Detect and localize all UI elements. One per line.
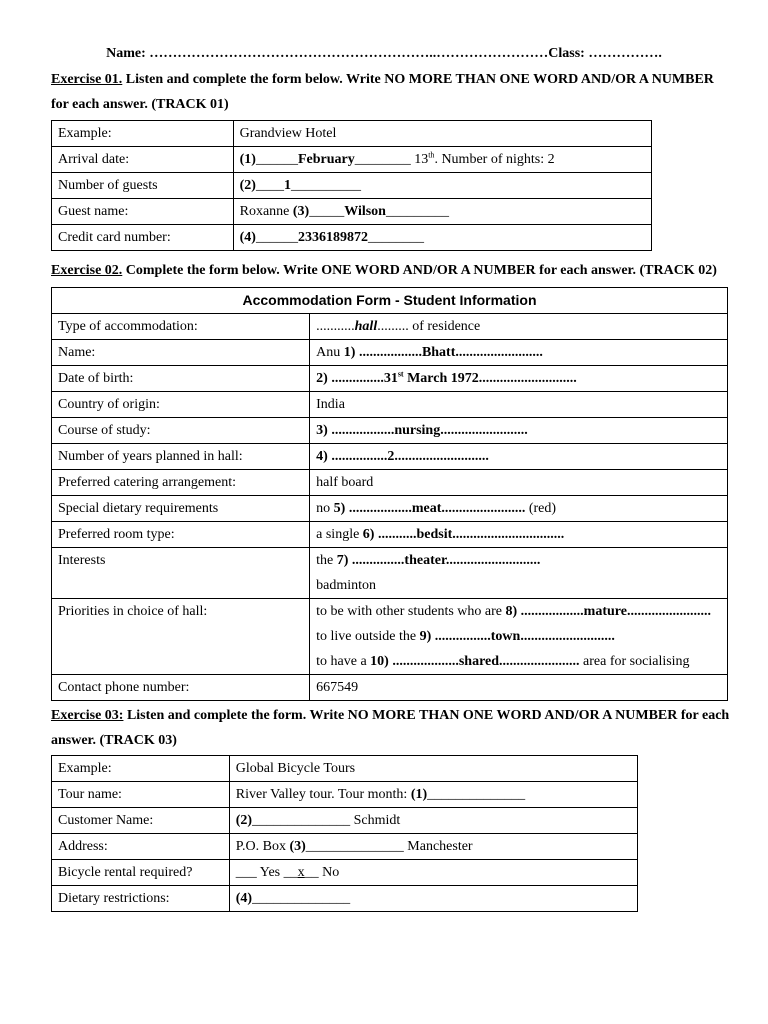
question-number: 4) <box>316 449 332 464</box>
row-lead: to be with other students who are <box>316 604 506 619</box>
row-lead: P.O. Box <box>235 839 290 854</box>
exercise-02-heading <box>51 258 751 283</box>
answer-blank: ______ <box>255 230 298 245</box>
answer-dots: ........................ <box>626 604 711 619</box>
row-label: Priorities in choice of hall: <box>52 599 310 675</box>
exercise-01-instruction: Listen and complete the form below. Write NO MORE THAN ONE WORD AND/OR A NUMBER for each answer. (TRACK 01) <box>51 72 714 112</box>
answer-cell <box>233 173 651 199</box>
yes-option: ___ Yes <box>235 865 284 880</box>
row-label: Example: <box>52 121 234 147</box>
exercise-02-instruction: Complete the form below. Write ONE WORD AND/OR A NUMBER for each answer. (TRACK 02) <box>122 263 717 278</box>
question-number: (2) <box>239 178 256 193</box>
question-number: 2) <box>316 371 332 386</box>
table-row <box>52 366 728 392</box>
row-label: Tour name: <box>52 782 230 808</box>
answer-cell <box>310 496 728 522</box>
table-row <box>52 173 652 199</box>
table-row <box>52 808 638 834</box>
ordinal-suffix: th <box>428 150 435 160</box>
answer-dots: ........................ <box>441 501 526 516</box>
answer-dots: ................ <box>434 629 491 644</box>
question-number: 3) <box>316 423 332 438</box>
answer-cell <box>233 147 651 173</box>
answer-dots: ........... <box>316 319 355 334</box>
answer-cell <box>310 599 728 675</box>
answer-dots: ....................... <box>499 654 580 669</box>
table-row <box>52 444 728 470</box>
answer-dots: .................. <box>348 501 412 516</box>
row-label: Date of birth: <box>52 366 310 392</box>
answer-text: shared <box>458 654 500 669</box>
answer-dots: ........................... <box>394 449 489 464</box>
answer-blank: ______________ Manchester <box>305 839 473 854</box>
answer-text: 1 <box>283 178 291 193</box>
answer-blank: ____ <box>255 178 284 193</box>
table-row <box>52 496 728 522</box>
exercise-03-heading <box>51 703 731 753</box>
table-title-row <box>52 288 728 314</box>
question-number: (3) <box>289 839 306 854</box>
answer-text: 2 <box>387 449 395 464</box>
answer-dots: ........................... <box>520 629 615 644</box>
row-label: Country of origin: <box>52 392 310 418</box>
row-tail: . Number of nights: 2 <box>434 152 555 167</box>
row-label: Credit card number: <box>52 225 234 251</box>
answer-cell <box>310 548 728 599</box>
answer-cell <box>229 808 637 834</box>
answer-blank: ______ <box>255 152 298 167</box>
exercise-03-form-table <box>51 755 638 912</box>
answer-text: mature <box>583 604 627 619</box>
row-label: Example: <box>52 756 230 782</box>
row-value: India <box>310 392 728 418</box>
answer-cell <box>233 225 651 251</box>
table-row <box>52 121 652 147</box>
question-number: (1) <box>410 787 428 802</box>
selected-mark: x <box>297 865 305 880</box>
answer-cell <box>229 860 637 886</box>
table-row <box>52 548 728 599</box>
answer-dots: ................ <box>331 449 388 464</box>
answer-text: theater <box>404 553 446 568</box>
row-label: Dietary restrictions: <box>52 886 230 912</box>
row-value: Grandview Hotel <box>233 121 651 147</box>
row-label: Special dietary requirements <box>52 496 310 522</box>
answer-dots: ................... <box>392 654 459 669</box>
answer-blank: ________ <box>367 230 424 245</box>
answer-cell <box>229 886 637 912</box>
answer-text: meat <box>411 501 442 516</box>
row-value: half board <box>310 470 728 496</box>
row-value: Global Bicycle Tours <box>229 756 637 782</box>
exercise-03-label: Exercise 03: <box>51 708 124 723</box>
table-row <box>52 199 652 225</box>
row-label: Number of years planned in hall: <box>52 444 310 470</box>
answer-blank: __________ <box>290 178 361 193</box>
answer-cell <box>310 444 728 470</box>
table-row <box>52 599 728 675</box>
row-label: Interests <box>52 548 310 599</box>
row-label: Name: <box>52 340 310 366</box>
answer-text: Bhatt <box>421 345 456 360</box>
answer-cell <box>310 522 728 548</box>
row-label: Guest name: <box>52 199 234 225</box>
table-row <box>52 860 638 886</box>
question-number: (4) <box>235 891 253 906</box>
answer-text: bedsit <box>416 527 453 542</box>
answer-cell <box>310 366 728 392</box>
row-lead: the <box>316 553 337 568</box>
question-number: (4) <box>239 230 256 245</box>
answer-blank: ______________ Schmidt <box>252 813 401 828</box>
row-label: Number of guests <box>52 173 234 199</box>
table-row <box>52 314 728 340</box>
row-label: Customer Name: <box>52 808 230 834</box>
form-title: Accommodation Form - Student Information <box>52 288 728 314</box>
table-row <box>52 782 638 808</box>
answer-text: nursing <box>394 423 441 438</box>
answer-blank: __ <box>283 865 298 880</box>
question-number: 1) <box>343 345 359 360</box>
answer-dots: ......................... <box>440 423 528 438</box>
exercise-03-instruction: Listen and complete the form. Write NO MORE THAN ONE WORD AND/OR A NUMBER for each answer. (TRACK 03) <box>51 708 730 748</box>
no-option: No <box>318 865 340 880</box>
answer-dots: ............... <box>351 553 405 568</box>
row-lead: to live outside the <box>316 629 420 644</box>
ordinal-suffix: st <box>397 369 404 379</box>
answer-text-2: March 1972 <box>403 371 479 386</box>
answer-text: town <box>490 629 521 644</box>
row-label: Arrival date: <box>52 147 234 173</box>
answer-text: hall <box>354 319 378 334</box>
table-row <box>52 522 728 548</box>
exercise-01-heading <box>51 67 731 117</box>
table-row <box>52 470 728 496</box>
table-row <box>52 392 728 418</box>
row-value: 667549 <box>310 675 728 701</box>
row-label: Bicycle rental required? <box>52 860 230 886</box>
row-label: Contact phone number: <box>52 675 310 701</box>
question-number: 6) <box>362 527 378 542</box>
row-tail: area for socialising <box>579 654 690 669</box>
table-row <box>52 756 638 782</box>
row-lead: River Valley tour. Tour month: <box>235 787 411 802</box>
name-class-line: Name: ……………………………………………………..……………………Class: ……………. <box>106 46 662 61</box>
row-label: Preferred room type: <box>52 522 310 548</box>
answer-text: Wilson <box>344 204 386 219</box>
answer-cell <box>229 834 637 860</box>
table-row <box>52 225 652 251</box>
answer-cell <box>310 314 728 340</box>
accommodation-form-table <box>51 287 728 701</box>
row-label: Address: <box>52 834 230 860</box>
answer-cell <box>233 199 651 225</box>
answer-dots: ................................ <box>452 527 565 542</box>
row-label: Course of study: <box>52 418 310 444</box>
question-number: 10) <box>370 654 393 669</box>
answer-text: February <box>297 152 355 167</box>
table-row <box>52 886 638 912</box>
table-row <box>52 834 638 860</box>
row-lead: no <box>316 501 334 516</box>
answer-blank: _____ <box>309 204 345 219</box>
answer-text: 2336189872 <box>297 230 368 245</box>
answer-blank: ______________ <box>252 891 351 906</box>
answer-dots: ........................... <box>445 553 541 568</box>
table-row <box>52 147 652 173</box>
exercise-02-label: Exercise 02. <box>51 263 123 278</box>
answer-dots: ........... <box>377 527 417 542</box>
question-number: (1) <box>239 152 256 167</box>
answer-cell <box>310 418 728 444</box>
answer-blank: __ <box>304 865 319 880</box>
question-number: 9) <box>419 629 435 644</box>
answer-text: 31 <box>383 371 398 386</box>
row-label: Preferred catering arrangement: <box>52 470 310 496</box>
question-number: 7) <box>336 553 352 568</box>
row-lead: Roxanne <box>239 204 293 219</box>
answer-blank: _________ <box>385 204 449 219</box>
answer-dots: .................. <box>358 345 422 360</box>
row-tail: (red) <box>525 501 557 516</box>
answer-dots: .................. <box>520 604 584 619</box>
answer-dots: ......................... <box>455 345 543 360</box>
second-line: badminton <box>316 578 377 593</box>
answer-blank: ______________ <box>427 787 526 802</box>
answer-cell <box>310 340 728 366</box>
table-row <box>52 418 728 444</box>
row-lead: Anu <box>316 345 344 360</box>
answer-dots: ............................ <box>478 371 577 386</box>
table-row <box>52 675 728 701</box>
table-row <box>52 340 728 366</box>
question-number: 5) <box>333 501 349 516</box>
question-number: (2) <box>235 813 253 828</box>
exercise-01-label: Exercise 01. <box>51 72 123 87</box>
exercise-01-form-table <box>51 120 652 251</box>
answer-dots: ......... <box>377 319 413 334</box>
answer-cell <box>229 782 637 808</box>
row-label: Type of accommodation: <box>52 314 310 340</box>
row-tail: of residence <box>412 319 481 334</box>
question-number: (3) <box>292 204 310 219</box>
row-lead: a single <box>316 527 363 542</box>
row-lead: to have a <box>316 654 371 669</box>
answer-dots: ............... <box>331 371 384 386</box>
answer-blank: ________ 13 <box>354 152 429 167</box>
answer-dots: .................. <box>331 423 395 438</box>
question-number: 8) <box>505 604 521 619</box>
